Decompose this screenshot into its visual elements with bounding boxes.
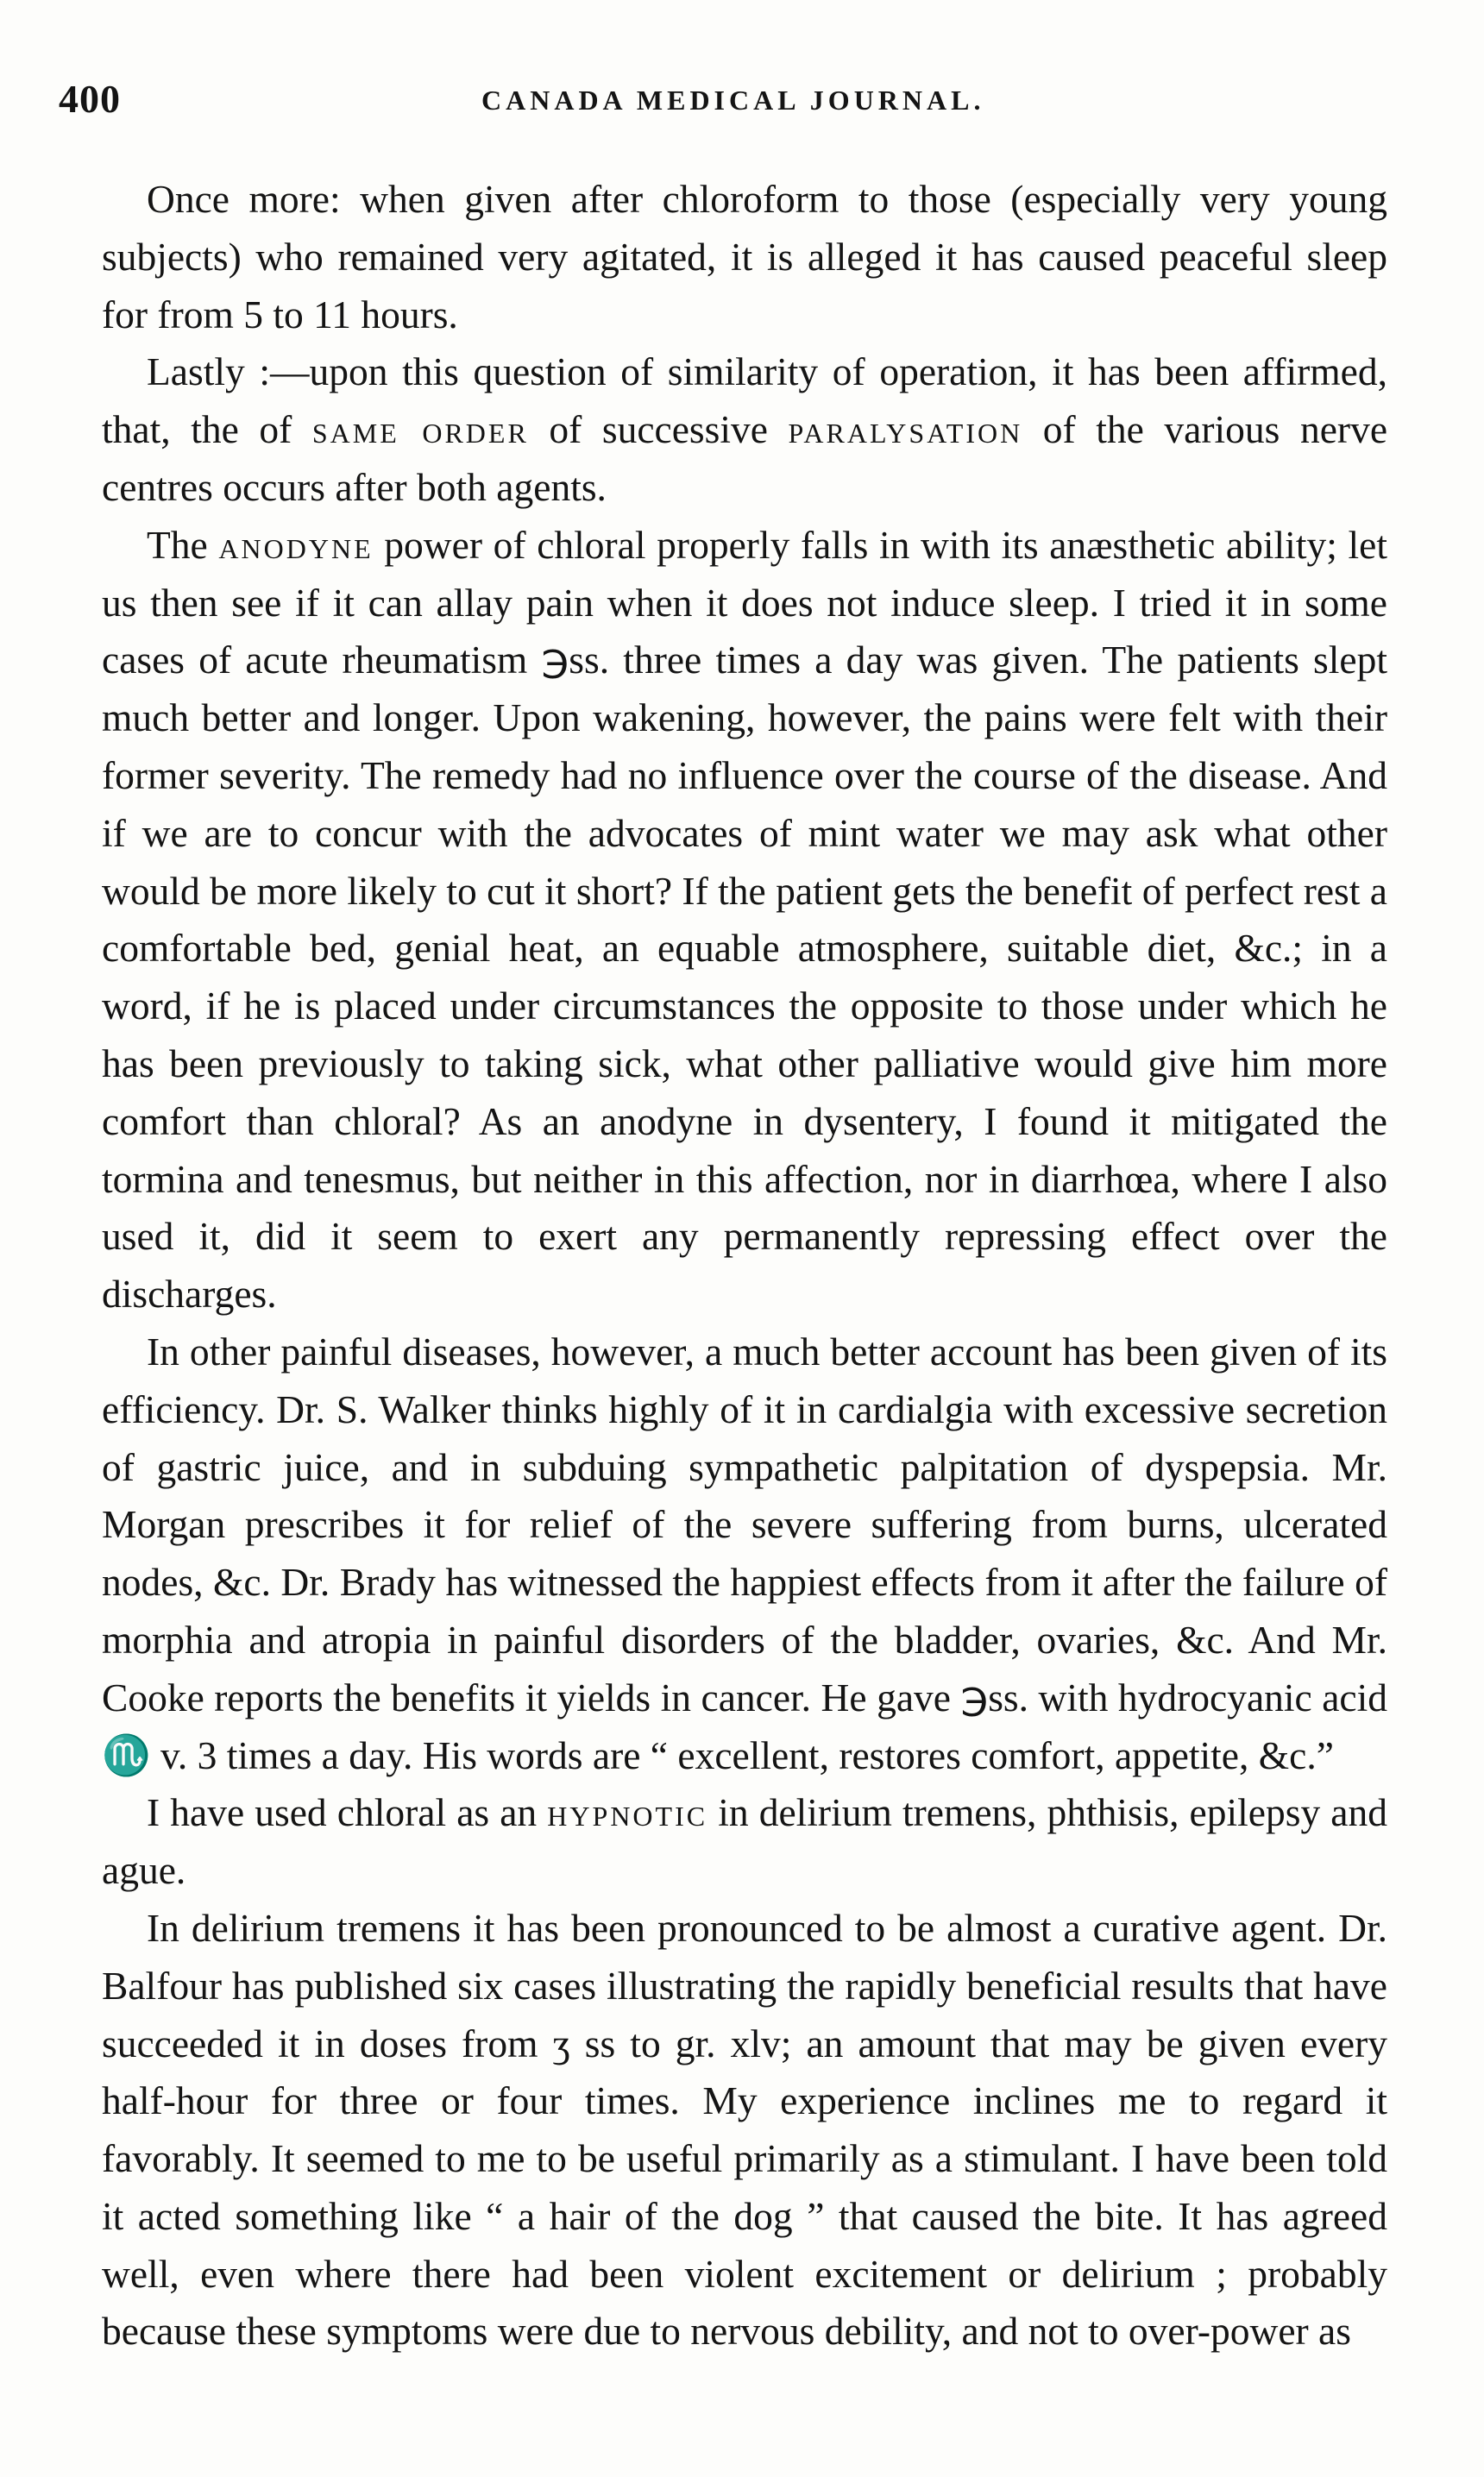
page-number: 400 — [59, 77, 121, 121]
small-caps-term: same order — [311, 407, 529, 452]
paragraph-text: Once more: when given after chloroform to those (especially very young subjects) who remained very agitated, it is alleged it has caused peaceful sleep for from 5 to 11 hours. — [102, 177, 1387, 336]
paragraph-text: In other painful diseases, however, a much better account has been given of its efficiency. Dr. S. Walker thinks highly of it in cardialgia with excessive secretion of gastric juice, and in subduing sympathetic palpitation of dyspepsia. Mr. Morgan prescribes it for relief of the severe suffering from burns, ulcerated nodes, &c. Dr. Brady has witnessed the happiest effects from it after the failure of morphia and atropia in painful disorders of the bladder, ovaries, &c. And Mr. Cooke reports the benefits it yields in cancer. He gave ℈ss. with hydrocyanic acid ♏ v. 3 times a day. His words are “ excellent, restores comfort, appetite, &c.” — [102, 1329, 1387, 1777]
paragraph-similarity-of-operation — [102, 343, 1387, 516]
small-caps-term: paralysation — [788, 407, 1023, 452]
paragraph-anodyne-power — [102, 517, 1387, 1323]
paragraph-text: I have used chloral as an — [147, 1790, 548, 1835]
article-body — [102, 171, 1387, 2361]
paragraph-text: in delirium tremens, phthisis, epilepsy and ague. — [102, 1790, 1387, 1893]
paragraph-text: of successive — [528, 407, 789, 452]
small-caps-term: anodyne — [218, 522, 374, 567]
paragraph-text: The — [147, 522, 219, 567]
paragraph-delirium-tremens — [102, 1900, 1387, 2361]
paragraph-painful-diseases — [102, 1323, 1387, 1784]
journal-title: CANADA MEDICAL JOURNAL. — [481, 85, 985, 116]
paragraph-text: of the various nerve centres occurs after both agents. — [102, 407, 1388, 509]
paragraph-hypnotic-use — [102, 1784, 1387, 1900]
paragraph-text: Lastly :—upon this question of similarity of operation, it has been affirmed, that, the of — [102, 349, 1387, 452]
small-caps-term: hypnotic — [547, 1790, 708, 1835]
running-head — [59, 76, 1405, 128]
paragraph-text: power of chloral properly falls in with its anæsthetic ability; let us then see if it can allay pain when it does not induce sleep. I tried it in some cases of acute rheumatism ℈ss. three times a day was given. The patients slept much better and longer. Upon wakening, however, the pains were felt with their former severity. The remedy had no influence over the course of the disease. And if we are to concur with the advocates of mint water we may ask what other would be more likely to cut it short? If the patient gets the benefit of perfect rest a comfortable bed, genial heat, an equable atmosphere, suitable diet, &c.; in a word, if he is placed under circumstances the opposite to those under which he has been previously to taking sick, what other palliative would give him more comfort than chloral? As an anodyne in dysentery, I found it mitigated the tormina and tenesmus, but neither in this affection, nor in diarrhœa, where I also used it, did it seem to exert any permanently repressing effect over the discharges. — [102, 522, 1387, 1317]
paragraph-chloroform-sleep — [102, 171, 1387, 343]
paragraph-text: In delirium tremens it has been pronounced to be almost a curative agent. Dr. Balfour has published six cases illustrating the rapidly beneficial results that have succeeded it in doses from ʒ ss to gr. xlv; an amount that may be given every half-hour for three or four times. My experience inclines me to regard it favorably. It seemed to me to be useful primarily as a stimulant. I have been told it acted something like “ a hair of the dog ” that caused the bite. It has agreed well, even where there had been violent excitement or delirium ; probably because these symptoms were due to nervous debility, and not to over-power as — [102, 1905, 1387, 2354]
